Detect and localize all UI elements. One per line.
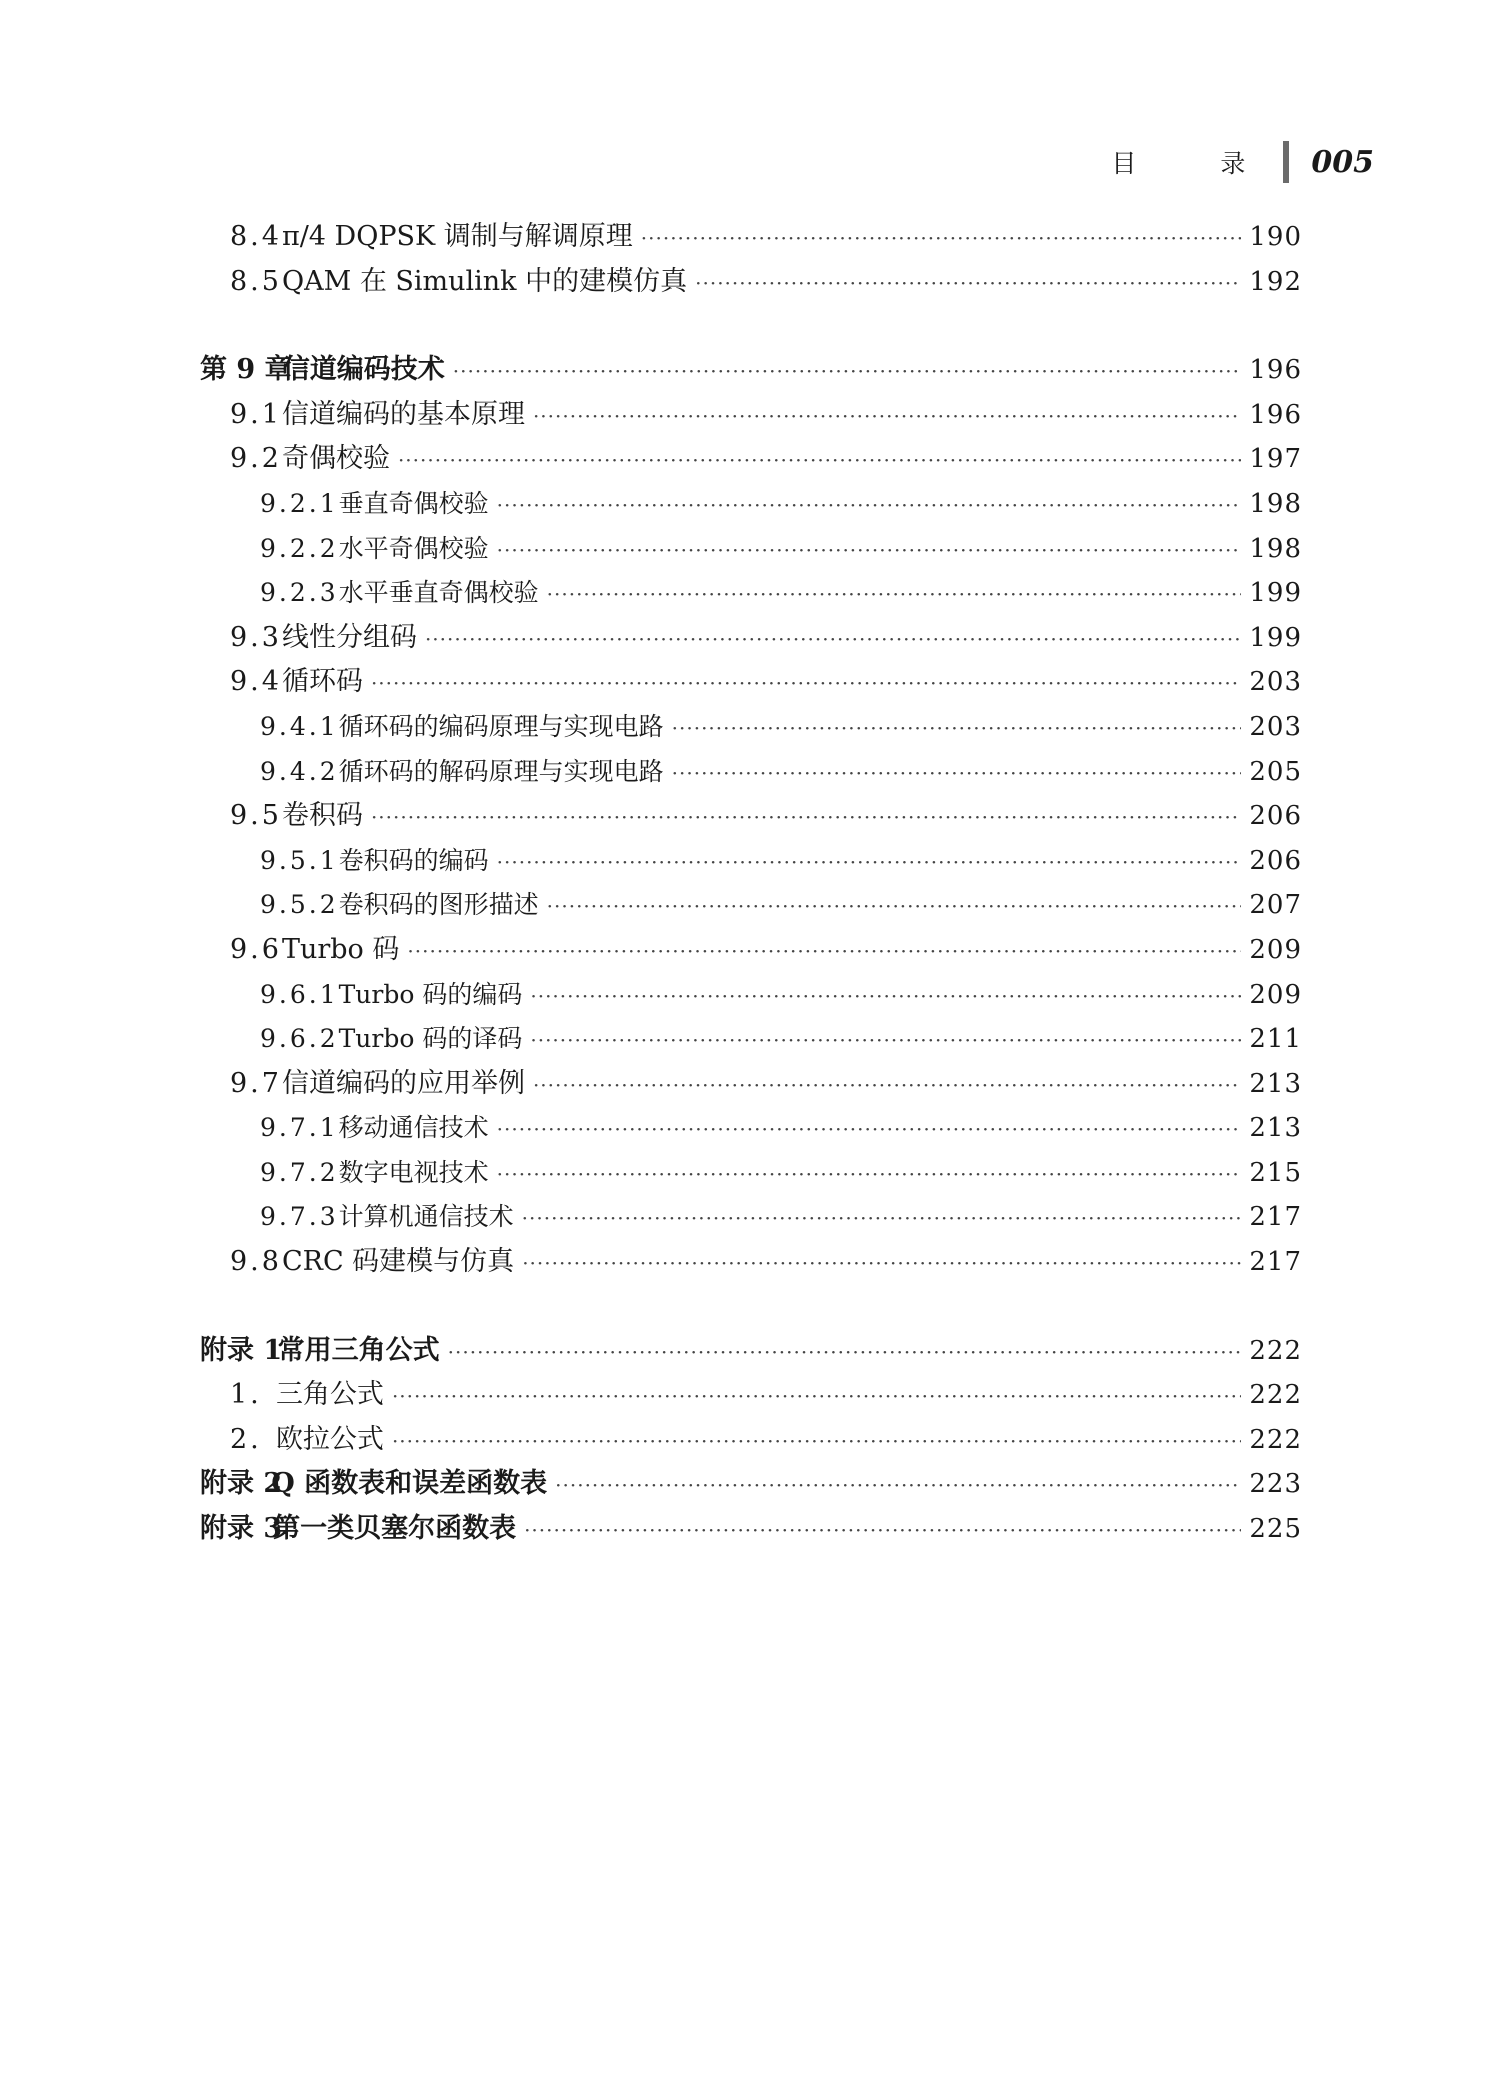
- toc-entry-title: CRC 码建模与仿真: [281, 1246, 515, 1278]
- toc-entry[interactable]: [200, 839, 1302, 884]
- toc-entry-page: 192: [1249, 266, 1302, 297]
- toc-entry-title: 移动通信技术: [338, 1113, 489, 1143]
- toc-entry-number: 9.7.3: [260, 1202, 339, 1232]
- toc-entry-number: 附录 1: [200, 1334, 283, 1366]
- toc-entry-page: 206: [1249, 845, 1302, 876]
- toc-entry-page: 190: [1249, 222, 1302, 252]
- toc-entry[interactable]: [200, 973, 1302, 1018]
- toc-entry[interactable]: [200, 883, 1302, 928]
- toc-entry-number: 附录 2: [200, 1468, 283, 1500]
- toc-entry[interactable]: [200, 660, 1302, 705]
- dot-leader: [407, 929, 1241, 974]
- toc-entry[interactable]: [200, 1373, 1302, 1418]
- dot-leader: [530, 974, 1241, 1019]
- dot-leader: [448, 1330, 1242, 1375]
- toc-entry[interactable]: [200, 1062, 1302, 1107]
- toc-entry-number: 8.4: [230, 221, 282, 252]
- dot-leader: [547, 572, 1242, 617]
- toc-entry[interactable]: [200, 1418, 1302, 1463]
- toc-entry[interactable]: [200, 1462, 1302, 1507]
- dot-leader: [672, 706, 1242, 751]
- toc-entry-page: 223: [1249, 1469, 1302, 1500]
- toc-entry-title: 信道编码技术: [282, 354, 445, 386]
- running-header: [1111, 140, 1374, 184]
- dot-leader: [522, 1196, 1242, 1241]
- toc-entry-number: 9.6: [230, 933, 282, 965]
- toc-entry[interactable]: [200, 616, 1302, 661]
- toc-entry-title: 卷积码的图形描述: [338, 890, 539, 920]
- toc-entry-page: 225: [1249, 1514, 1302, 1545]
- toc-entry-page: 213: [1249, 1113, 1302, 1144]
- toc-entry[interactable]: [200, 750, 1302, 795]
- toc-entry-title: Turbo 码: [281, 933, 400, 965]
- toc-entry-number: 附录 3: [200, 1513, 283, 1545]
- toc-entry-page: 203: [1249, 667, 1302, 698]
- toc-entry-number: 9.1: [230, 398, 282, 430]
- toc-entry-page: 197: [1249, 444, 1302, 475]
- toc-entry-title: 常用三角公式: [277, 1334, 440, 1366]
- toc-entry-title: 卷积码: [281, 800, 363, 832]
- toc-entry-title: 信道编码的基本原理: [281, 398, 525, 430]
- toc-entry-number: 9.3: [230, 621, 282, 653]
- dot-leader: [497, 1152, 1242, 1197]
- toc-entry-title: 循环码: [281, 666, 363, 698]
- toc-entry-title: 奇偶校验: [281, 443, 390, 475]
- toc-entry-page: 196: [1249, 399, 1302, 430]
- toc-entry-number: 9.4.2: [260, 756, 339, 786]
- toc-entry-title: 三角公式: [275, 1379, 384, 1411]
- toc-entry-title: 水平垂直奇偶校验: [338, 578, 539, 608]
- toc-entry-number: 第 9 章: [200, 354, 292, 386]
- toc-entry[interactable]: [200, 1507, 1302, 1552]
- dot-leader: [425, 617, 1241, 662]
- toc-entry[interactable]: [200, 1329, 1302, 1374]
- dot-leader: [371, 661, 1241, 706]
- toc-entry-page: 198: [1249, 533, 1302, 564]
- dot-leader: [641, 216, 1242, 261]
- toc-entry-page: 213: [1249, 1068, 1302, 1099]
- dot-leader: [497, 528, 1242, 573]
- toc-entry[interactable]: [200, 527, 1302, 572]
- dot-leader: [371, 795, 1241, 840]
- toc-entry-title: 卷积码的编码: [338, 845, 489, 875]
- toc-entry-title: 欧拉公式: [275, 1423, 384, 1455]
- toc-entry-number: 9.6.1: [260, 979, 339, 1009]
- dot-leader: [392, 1374, 1241, 1419]
- dot-leader: [533, 394, 1241, 439]
- toc-entry[interactable]: [200, 928, 1302, 973]
- toc-entry-title: Q 函数表和误差函数表: [271, 1468, 548, 1500]
- toc-entry[interactable]: [200, 1195, 1302, 1240]
- table-of-contents: [200, 215, 1302, 1552]
- toc-entry-title: π/4 DQPSK 调制与解调原理: [281, 221, 633, 252]
- toc-entry[interactable]: [200, 260, 1302, 305]
- dot-leader: [453, 349, 1242, 394]
- dot-leader: [497, 1107, 1242, 1152]
- toc-entry-title: 数字电视技术: [338, 1157, 489, 1187]
- dot-leader: [398, 438, 1241, 483]
- toc-entry[interactable]: [200, 705, 1302, 750]
- toc-entry[interactable]: [200, 1017, 1302, 1062]
- dot-leader: [533, 1063, 1241, 1108]
- toc-entry-title: Turbo 码的编码: [338, 979, 523, 1009]
- toc-entry-number: 9.5.2: [260, 890, 339, 920]
- toc-entry-page: 206: [1249, 801, 1302, 832]
- header-divider: [1283, 141, 1289, 183]
- toc-entry-number: 9.4: [230, 666, 282, 698]
- dot-leader: [392, 1419, 1241, 1464]
- toc-entry-page: 222: [1249, 1335, 1302, 1366]
- toc-entry-number: 9.7: [230, 1067, 282, 1099]
- toc-entry-page: 198: [1249, 488, 1302, 519]
- toc-entry[interactable]: [200, 482, 1302, 527]
- toc-entry-number: 9.5: [230, 800, 282, 832]
- toc-entry[interactable]: [200, 1106, 1302, 1151]
- toc-entry-page: 217: [1249, 1247, 1302, 1278]
- toc-entry-number: 9.2.3: [260, 578, 339, 608]
- toc-entry-page: 199: [1249, 578, 1302, 609]
- toc-entry[interactable]: [200, 437, 1302, 482]
- toc-entry-page: 203: [1249, 711, 1302, 742]
- toc-entry-number: 9.2: [230, 443, 282, 475]
- toc-entry-title: 线性分组码: [281, 621, 417, 653]
- toc-entry-title: 水平奇偶校验: [338, 533, 489, 563]
- dot-leader: [547, 884, 1242, 929]
- toc-entry[interactable]: [200, 215, 1302, 260]
- dot-leader: [522, 1241, 1241, 1286]
- toc-entry-title: 计算机通信技术: [338, 1202, 514, 1232]
- toc-entry-title: 循环码的编码原理与实现电路: [338, 711, 664, 741]
- toc-entry-page: 199: [1249, 622, 1302, 653]
- toc-entry[interactable]: [200, 1151, 1302, 1196]
- dot-leader: [497, 840, 1242, 885]
- toc-entry-number: 9.6.2: [260, 1024, 339, 1054]
- dot-leader: [672, 751, 1242, 796]
- toc-entry-number: 2.: [230, 1423, 262, 1455]
- section-name: 目 录: [1111, 149, 1284, 178]
- toc-entry-page: 207: [1249, 890, 1302, 921]
- toc-entry-number: 8.5: [230, 265, 282, 297]
- dot-leader: [524, 1508, 1241, 1553]
- toc-entry-title: 垂直奇偶校验: [338, 488, 489, 518]
- toc-entry-page: 209: [1249, 934, 1302, 965]
- dot-leader: [497, 483, 1242, 528]
- dot-leader: [555, 1463, 1241, 1508]
- toc-entry-number: 9.4.1: [260, 711, 339, 741]
- toc-entry-page: 222: [1249, 1380, 1302, 1411]
- dot-leader: [530, 1018, 1241, 1063]
- toc-entry-title: Turbo 码的译码: [338, 1024, 523, 1054]
- dot-leader: [695, 261, 1241, 306]
- toc-entry-number: 9.2.2: [260, 533, 339, 563]
- toc-entry[interactable]: [200, 393, 1302, 438]
- page-number: 005: [1311, 144, 1374, 180]
- toc-entry-number: 9.7.2: [260, 1157, 339, 1187]
- toc-entry[interactable]: [200, 348, 1302, 393]
- toc-entry-page: 209: [1249, 979, 1302, 1010]
- toc-entry-page: 196: [1249, 355, 1302, 386]
- toc-entry-number: 9.5.1: [260, 845, 339, 875]
- toc-entry-title: QAM 在 Simulink 中的建模仿真: [281, 265, 688, 297]
- toc-entry[interactable]: [200, 794, 1302, 839]
- toc-entry-page: 222: [1249, 1424, 1302, 1455]
- toc-entry-number: 1.: [230, 1379, 262, 1411]
- toc-entry-number: 9.2.1: [260, 488, 339, 518]
- toc-entry-page: 211: [1249, 1024, 1302, 1055]
- toc-entry-number: 9.7.1: [260, 1113, 339, 1143]
- toc-entry-title: 循环码的解码原理与实现电路: [338, 756, 664, 786]
- toc-entry-page: 215: [1249, 1157, 1302, 1188]
- toc-entry[interactable]: [200, 1240, 1302, 1285]
- toc-entry-page: 217: [1249, 1202, 1302, 1233]
- toc-entry-title: 信道编码的应用举例: [281, 1067, 525, 1099]
- toc-entry[interactable]: [200, 571, 1302, 616]
- toc-entry-page: 205: [1249, 756, 1302, 787]
- toc-entry-number: 9.8: [230, 1246, 282, 1278]
- toc-entry-title: 第一类贝塞尔函数表: [273, 1513, 517, 1545]
